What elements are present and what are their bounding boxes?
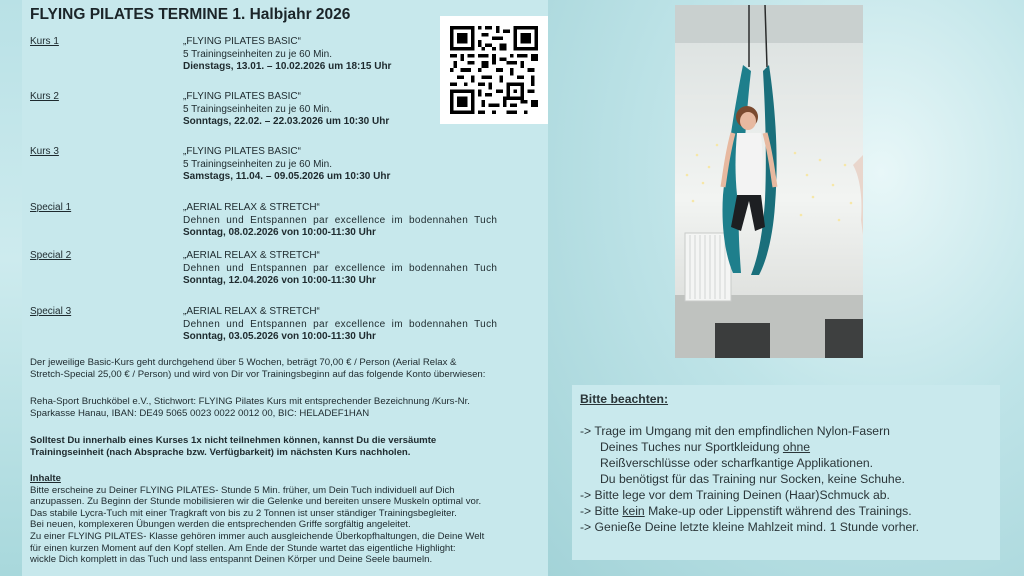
pricing-line: Stretch-Special 25,00 € / Person) und wird von Dir vor Trainingsbeginn auf das folgende Konto überwiesen: [30, 368, 486, 380]
course-name: „FLYING PILATES BASIC“ [183, 146, 301, 157]
bank-details [30, 396, 542, 419]
pricing-text [30, 357, 542, 380]
course-description: 5 Trainingseinheiten zu je 60 Min. [183, 48, 332, 60]
note-line [580, 503, 998, 519]
pricing-line: Der jeweilige Basic-Kurs geht durchgehend über 5 Wochen, beträgt 70,00 € / Person (Aerial Relax & [30, 357, 457, 368]
course-description: 5 Trainingseinheiten zu je 60 Min. [183, 158, 332, 170]
course-date: Sonntags, 22.02. – 22.03.2026 um 10:30 Uhr [183, 116, 390, 127]
note-line: -> Trage im Umgang mit den empfindlichen Nylon-Fasern [580, 424, 890, 438]
contents-line: für einen kurzen Moment auf den Kopf stellen. Am Ende der Stunde wartet das eigentliche Highlight: [30, 542, 456, 554]
notes-box [572, 385, 1000, 560]
note-emphasis: kein [622, 504, 645, 518]
special-description: Dehnen und Entspannen par excellence im bodennahen Tuch [183, 318, 498, 330]
special-name: „AERIAL RELAX & STRETCH“ [183, 306, 320, 317]
special-date: Sonntag, 08.02.2026 von 10:00-11:30 Uhr [183, 227, 376, 238]
special-date: Sonntag, 12.04.2026 von 10:00-11:30 Uhr [183, 275, 376, 286]
contents-line: Bitte erscheine zu Deiner FLYING PILATES- Stunde 5 Min. früher, um Dein Tuch individuell auf Dich [30, 484, 455, 496]
makeup-notice [30, 435, 542, 458]
contents-line: Das stabile Lycra-Tuch mit einer Tragkraft von bis zu 2 Tonnen ist unser ständiger Trainingsbegleiter. [30, 507, 457, 519]
note-line: Du benötigst für das Training nur Socken, keine Schuhe. [600, 472, 905, 486]
contents-line: wickle Dich komplett in das Tuch und lass entspannt Deinen Körper und Deine Seele baumeln. [30, 554, 433, 566]
course-label: Kurs 3 [30, 146, 59, 157]
notes-list [580, 423, 998, 535]
note-line: -> Genieße Deine letzte kleine Mahlzeit mind. 1 Stunde vorher. [580, 520, 920, 534]
contents-heading: Inhalte [30, 473, 61, 484]
course-label: Kurs 1 [30, 36, 59, 47]
special-name: „AERIAL RELAX & STRETCH“ [183, 202, 320, 213]
course-name: „FLYING PILATES BASIC“ [183, 36, 301, 47]
course-date: Samstags, 11.04. – 09.05.2026 um 10:30 Uhr [183, 171, 391, 182]
page-title: FLYING PILATES TERMINE 1. Halbjahr 2026 [30, 6, 351, 23]
special-date: Sonntag, 03.05.2026 von 10:00-11:30 Uhr [183, 331, 376, 342]
note-text: -> Bitte [580, 504, 623, 518]
special-description: Dehnen und Entspannen par excellence im bodennahen Tuch [183, 262, 498, 274]
special-label: Special 3 [30, 306, 72, 317]
note-line: -> Bitte lege vor dem Training Deinen (Haar)Schmuck ab. [580, 488, 890, 502]
special-description: Dehnen und Entspannen par excellence im bodennahen Tuch [183, 214, 498, 226]
special-label: Special 2 [30, 250, 72, 261]
bank-line: Sparkasse Hanau, IBAN: DE49 5065 0023 0022 0012 00, BIC: HELADEF1HAN [30, 407, 370, 419]
note-line [580, 439, 998, 455]
makeup-line: Trainingseinheit (nach Absprache bzw. Verfügbarkeit) im nächsten Kurs nachholen. [30, 446, 411, 458]
special-name: „AERIAL RELAX & STRETCH“ [183, 250, 320, 261]
makeup-line: Solltest Du innerhalb eines Kurses 1x nicht teilnehmen können, kannst Du die versäumte [30, 435, 437, 446]
note-line: Reißverschlüsse oder scharfkantige Applikationen. [600, 456, 874, 470]
notes-heading: Bitte beachten: [580, 392, 669, 406]
course-name: „FLYING PILATES BASIC“ [183, 91, 301, 102]
note-text: Make-up oder Lippenstift während des Trainings. [644, 504, 912, 518]
course-date: Dienstags, 13.01. – 10.02.2026 um 18:15 Uhr [183, 61, 392, 72]
contents-line: Zu einer FLYING PILATES- Klasse gehören immer auch ausgleichende Überkopfhaltungen, die Deine Welt [30, 530, 485, 542]
contents-line: Bei neuen, komplexeren Übungen werden die entsprechenden Griffe sorgfältig angeleitet. [30, 519, 411, 531]
contents-section [30, 473, 542, 566]
note-text: Deines Tuches nur Sportkleidung [600, 440, 783, 454]
note-emphasis: ohne [782, 440, 811, 454]
contents-line: anzupassen. Zu Beginn der Stunde mobilisieren wir die Gelenke und bereiten unsere Muskeln optimal vor. [30, 496, 482, 508]
course-description: 5 Trainingseinheiten zu je 60 Min. [183, 103, 332, 115]
special-label: Special 1 [30, 202, 72, 213]
aerial-pilates-photo [675, 5, 863, 358]
bank-line: Reha-Sport Bruchköbel e.V., Stichwort: FLYING Pilates Kurs mit entsprechender Bezeichnung /Kurs-Nr. [30, 396, 470, 407]
course-label: Kurs 2 [30, 91, 59, 102]
